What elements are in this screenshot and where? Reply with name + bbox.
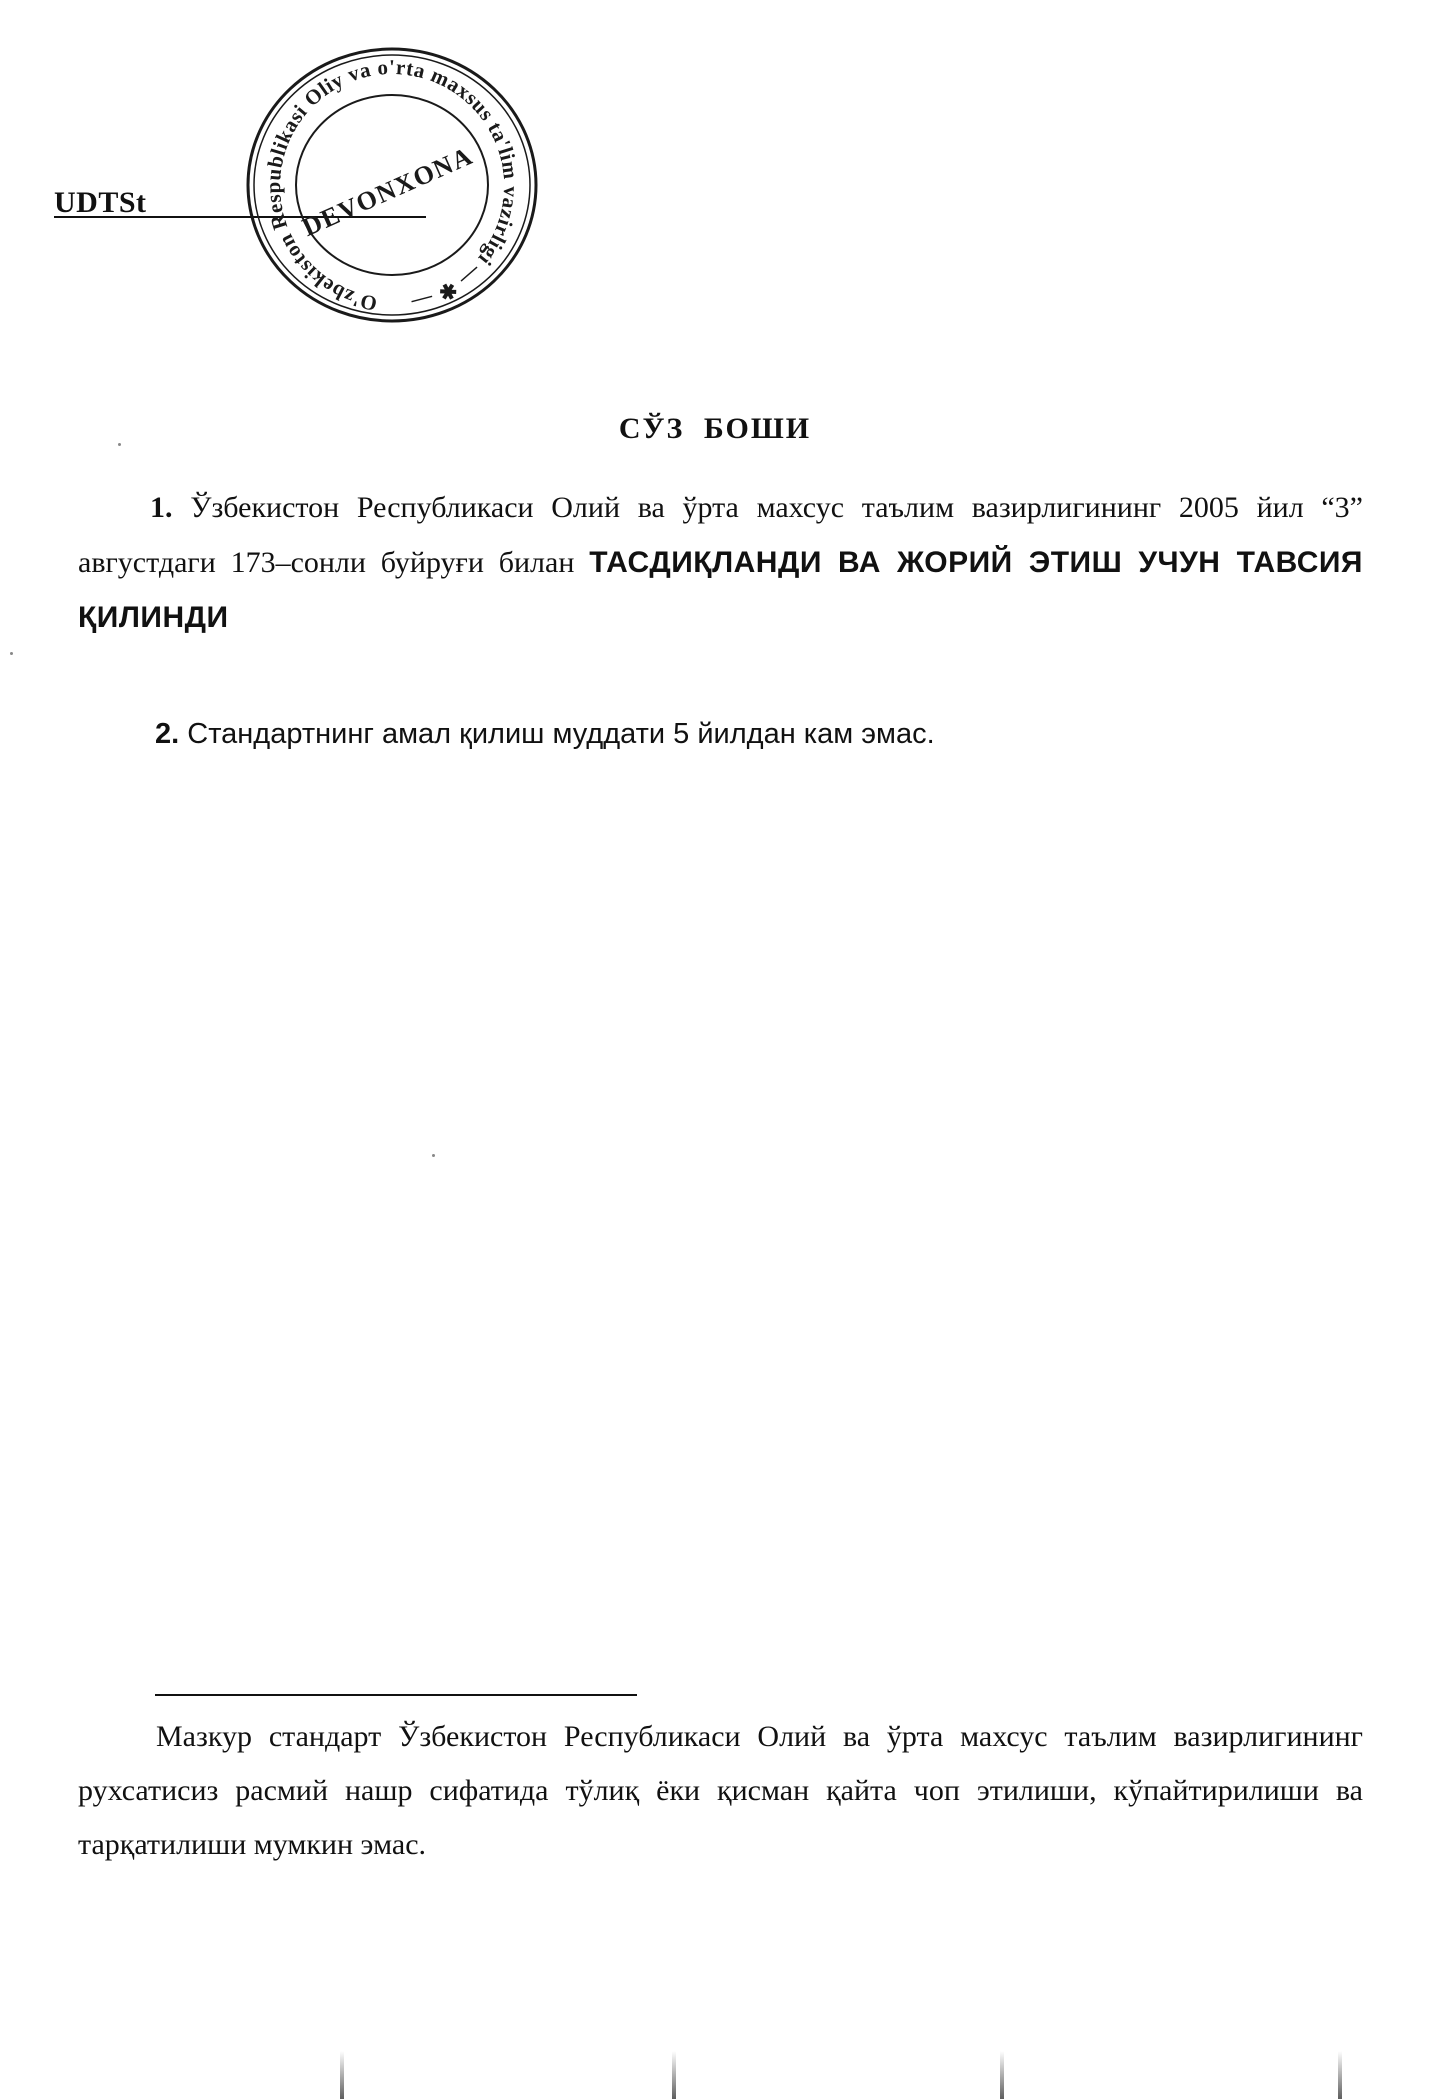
item-1-emphasis: ТАСДИҚЛАНДИ ВА ЖОРИЙ ЭТИШ УЧУН ТАВСИЯ ҚИЛИНДИ xyxy=(78,546,1363,634)
item-2-text: Стандартнинг амал қилиш муддати 5 йилдан кам эмас. xyxy=(187,718,935,750)
item-1-number: 1. xyxy=(150,491,173,524)
scan-artifact xyxy=(340,2051,344,2099)
scan-artifact xyxy=(1000,2051,1004,2099)
paragraph-item-2 xyxy=(155,707,1355,762)
scan-speck xyxy=(118,443,121,446)
scan-artifact xyxy=(672,2051,676,2099)
footnote-separator xyxy=(155,1694,637,1696)
scan-artifact xyxy=(1338,2051,1342,2099)
stamp-ring-text: O'zbekiston Respublikasi Oliy va o'rta maxsus ta'lim vazirligi — ✱ — xyxy=(260,54,524,317)
stamp-center-text: DEVONXONA xyxy=(297,140,478,242)
standard-designation: UDTSt xyxy=(54,186,147,219)
item-2-number: 2. xyxy=(155,718,180,750)
paragraph-item-1 xyxy=(78,480,1363,645)
scan-speck xyxy=(10,652,13,655)
official-seal-stamp xyxy=(237,40,547,330)
footnote-text: Мазкур стандарт Ўзбекистон Республикаси Олий ва ўрта махсус таълим вазирлигининг рухсатисиз расмий нашр сифатида тўлиқ ёки қисман қайта чоп этилиши, кўпайтирилиши ва тарқатилиши мумкин эмас. xyxy=(78,1720,1363,1861)
scan-speck xyxy=(432,1154,435,1157)
page-heading: СЎЗ БОШИ xyxy=(618,412,812,445)
item-1-text: Ўзбекистон Республикаси Олий ва ўрта махсус таълим вазирлигининг 2005 йил “3” августдаги 173–сонли буйруғи билан xyxy=(78,491,1363,579)
